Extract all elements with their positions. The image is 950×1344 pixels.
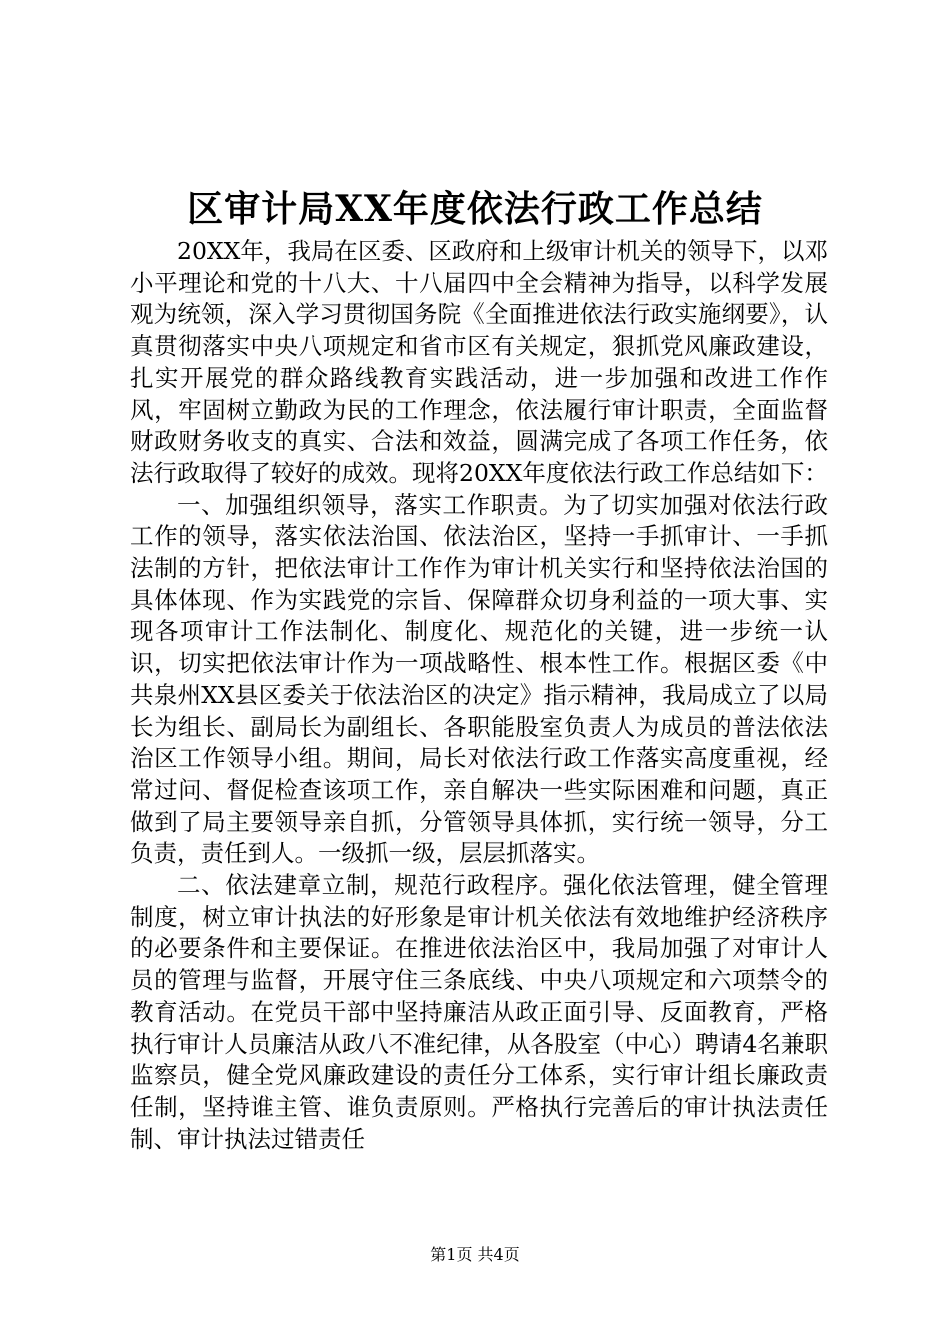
paragraph-section-1: 一、加强组织领导，落实工作职责。为了切实加强对依法行政工作的领导，落实依法治国、依法治区，坚持一手抓审计、一手抓法制的方针，把依法审计工作作为审计机关实行和坚持依法治国的具体体现、作为实践党的宗旨、保障群众切身利益的一项大事、实现各项审计工作法制化、制度化、规范化的关键，进一步统一认识，切实把依法审计作为一项战略性、根本性工作。根据区委《中共泉州XX县区委关于依法治区的决定》指示精神，我局成立了以局长为组长、副局长为副组长、各职能股室负责人为成员的普法依法治区工作领导小组。期间，局长对依法行政工作落实高度重视，经常过问、督促检查该项工作，亲自解决一些实际困难和问题，真正做到了局主要领导亲自抓，分管领导具体抓，实行统一领导，分工负责，责任到人。一级抓一级，层层抓落实。	[130, 490, 828, 868]
page-footer	[0, 1245, 950, 1265]
document-body	[130, 236, 828, 1155]
page-number: 第1页	[430, 1245, 473, 1264]
page-total: 共4页	[477, 1245, 520, 1264]
paragraph-section-2: 二、依法建章立制，规范行政程序。强化依法管理，健全管理制度，树立审计执法的好形象是审计机关依法有效地维护经济秩序的必要条件和主要保证。在推进依法治区中，我局加强了对审计人员的管理与监督，开展守住三条底线、中央八项规定和六项禁令的教育活动。在党员干部中坚持廉洁从政正面引导、反面教育，严格执行审计人员廉洁从政八不准纪律，从各股室（中心）聘请4名兼职监察员，健全党风廉政建设的责任分工体系，实行审计组长廉政责任制，坚持谁主管、谁负责原则。严格执行完善后的审计执法责任制、审计执法过错责任	[130, 871, 828, 1153]
document-title: 区审计局XX年度依法行政工作总结	[187, 188, 763, 230]
paragraph-intro: 20XX年，我局在区委、区政府和上级审计机关的领导下，以邓小平理论和党的十八大、十八届四中全会精神为指导，以科学发展观为统领，深入学习贯彻国务院《全面推进依法行政实施纲要》，认真贯彻落实中央八项规定和省市区有关规定，狠抓党风廉政建设，扎实开展党的群众路线教育实践活动，进一步加强和改进工作作风，牢固树立勤政为民的工作理念，依法履行审计职责，全面监督财政财务收支的真实、合法和效益，圆满完成了各项工作任务，依法行政取得了较好的成效。现将20XX年度依法行政工作总结如下：	[130, 237, 828, 487]
